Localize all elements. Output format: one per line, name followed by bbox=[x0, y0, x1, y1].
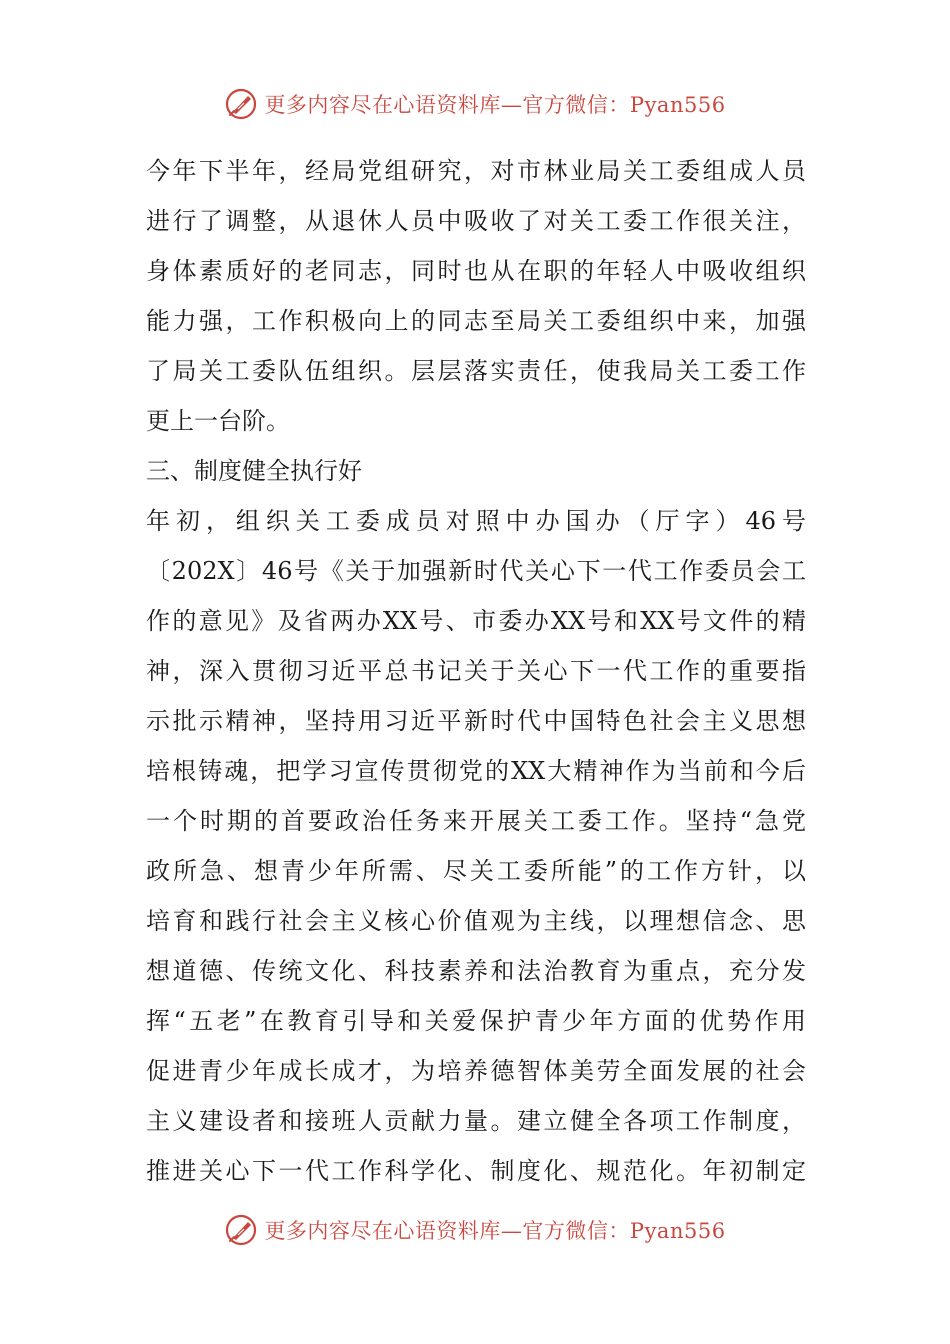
body-line: 今年下半年，经局党组研究，对市林业局关工委组成人员 bbox=[146, 157, 806, 185]
body-line: 年初，组织关工委成员对照中办国办（厅字）46号 bbox=[146, 507, 806, 535]
body-line: 示批示精神，坚持用习近平新时代中国特色社会主义思想 bbox=[146, 707, 806, 735]
body-line: 促进青少年成长成才，为培养德智体美劳全面发展的社会 bbox=[146, 1057, 806, 1085]
body-line: 更上一台阶。 bbox=[146, 407, 290, 435]
body-line: 身体素质好的老同志，同时也从在职的年轻人中吸收组织 bbox=[146, 257, 806, 285]
section-heading: 三、制度健全执行好 bbox=[146, 457, 362, 485]
quill-pen-circle-icon bbox=[224, 1213, 258, 1247]
body-line: 作的意见》及省两办XX号、市委办XX号和XX号文件的精 bbox=[146, 607, 806, 635]
footer-banner bbox=[0, 1210, 950, 1250]
body-line: 培根铸魂，把学习宣传贯彻党的XX大精神作为当前和今后 bbox=[146, 757, 806, 785]
body-line: 一个时期的首要政治任务来开展关工委工作。坚持“急党 bbox=[146, 807, 806, 835]
body-line: 培育和践行社会主义核心价值观为主线，以理想信念、思 bbox=[146, 907, 806, 935]
banner-text: 更多内容尽在心语资料库—官方微信：Pyan556 bbox=[264, 93, 726, 117]
body-line: 进行了调整，从退休人员中吸收了对关工委工作很关注， bbox=[146, 207, 806, 235]
header-banner bbox=[0, 84, 950, 124]
body-line: 主义建设者和接班人贡献力量。建立健全各项工作制度， bbox=[146, 1107, 806, 1135]
document-body bbox=[146, 146, 806, 1196]
banner-text: 更多内容尽在心语资料库—官方微信：Pyan556 bbox=[264, 1219, 726, 1243]
body-line: 挥“五老”在教育引导和关爱保护青少年方面的优势作用 bbox=[146, 1007, 806, 1035]
body-line: 想道德、传统文化、科技素养和法治教育为重点，充分发 bbox=[146, 957, 806, 985]
body-line: 政所急、想青少年所需、尽关工委所能”的工作方针，以 bbox=[146, 857, 806, 885]
body-line: 〔202X〕46号《关于加强新时代关心下一代工作委员会工 bbox=[146, 557, 806, 585]
quill-pen-circle-icon bbox=[224, 87, 258, 121]
body-line: 推进关心下一代工作科学化、制度化、规范化。年初制定 bbox=[146, 1157, 806, 1185]
body-line: 神，深入贯彻习近平总书记关于关心下一代工作的重要指 bbox=[146, 657, 806, 685]
body-line: 了局关工委队伍组织。层层落实责任，使我局关工委工作 bbox=[146, 357, 806, 385]
body-line: 能力强，工作积极向上的同志至局关工委组织中来，加强 bbox=[146, 307, 806, 335]
